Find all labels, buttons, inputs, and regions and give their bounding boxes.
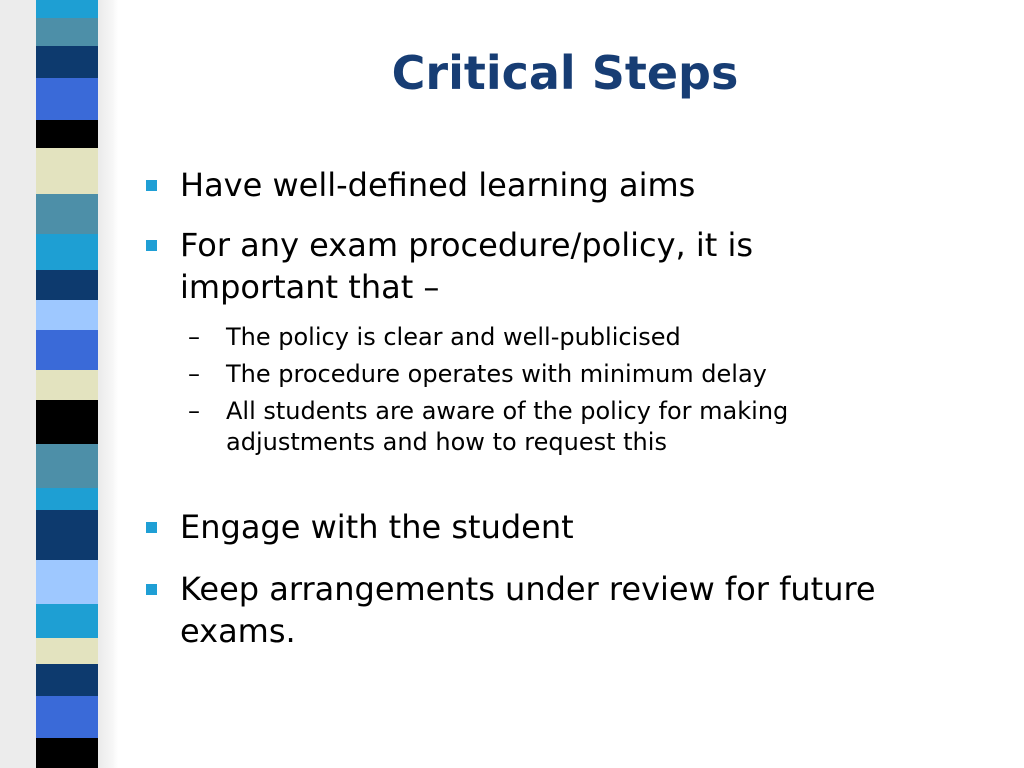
stripe-band: [36, 78, 98, 120]
stripe-band: [36, 738, 98, 768]
dash-marker: –: [188, 397, 200, 425]
stripe-band: [36, 270, 98, 300]
stripe-band: [36, 604, 98, 638]
stripe-band: [36, 696, 98, 738]
bullet-text: Keep arrangements under review for future exams.: [180, 570, 876, 650]
stripe-band: [36, 46, 98, 78]
square-bullet-icon: [146, 180, 157, 191]
bullet-item: [140, 224, 880, 308]
stripe-band: [36, 120, 98, 148]
stripe-band: [36, 148, 98, 194]
bullet-text: Engage with the student: [180, 508, 574, 546]
stripe-band: [36, 638, 98, 664]
bullet-item: [140, 164, 880, 206]
stripe-band: [36, 444, 98, 488]
dash-marker: –: [188, 360, 200, 388]
decorative-stripe: [36, 0, 98, 768]
sub-bullet-item: [188, 396, 880, 458]
slide-title: Critical Steps: [391, 46, 739, 100]
dash-marker: –: [188, 323, 200, 351]
stripe-band: [36, 194, 98, 234]
stripe-band: [36, 400, 98, 444]
square-bullet-icon: [146, 522, 157, 533]
stripe-band: [36, 488, 98, 510]
sub-bullet-text: The procedure operates with minimum delay: [226, 360, 767, 388]
sub-bullet-list: [188, 322, 880, 458]
stripe-band: [36, 0, 98, 18]
bullet-item: [140, 506, 880, 548]
sub-bullet-item: [188, 359, 880, 390]
square-bullet-icon: [146, 584, 157, 595]
bullet-text: For any exam procedure/policy, it is important that –: [180, 226, 754, 306]
stripe-band: [36, 510, 98, 560]
slide-content: [140, 164, 880, 652]
stripe-band: [36, 664, 98, 696]
sub-bullet-text: The policy is clear and well-publicised: [226, 323, 681, 351]
stripe-band: [36, 300, 98, 330]
square-bullet-icon: [146, 240, 157, 251]
sub-bullet-item: [188, 322, 880, 353]
stripe-band: [36, 370, 98, 400]
stripe-band: [36, 18, 98, 46]
stripe-band: [36, 330, 98, 370]
bullet-text: Have well-defined learning aims: [180, 166, 696, 204]
bullet-item: [140, 568, 880, 652]
stripe-band: [36, 560, 98, 604]
sub-bullet-text: All students are aware of the policy for making adjustments and how to request this: [226, 397, 789, 456]
stripe-band: [36, 234, 98, 270]
